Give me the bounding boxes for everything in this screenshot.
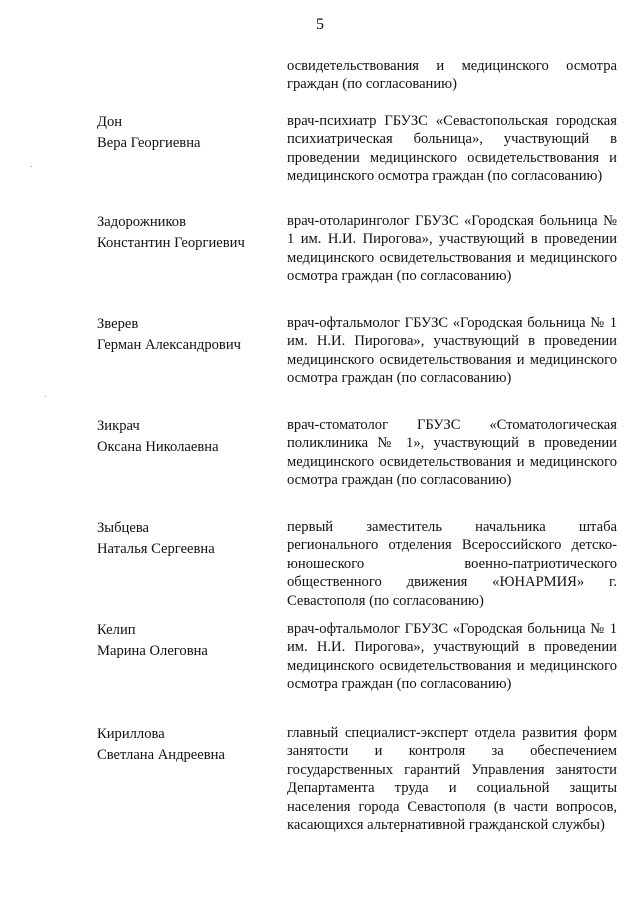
member-surname: Задорожников [97, 214, 186, 230]
page-number: 5 [316, 16, 324, 33]
member-name [97, 314, 277, 355]
member-role: главный специалист-эксперт отдела развития форм занятости и контроля за обеспечением государственных гарантий Управления занятости Департамента труда и социальной защиты населения города Севастополя (в части вопросов, касающихся альтернативной гражданской службы) [287, 725, 617, 834]
member-given-names: Константин Георгиевич [97, 234, 245, 251]
member-role: первый заместитель начальника штаба регионального отделения Всероссийского детско-юношеского военно-патриотического общественного движения «ЮНАРМИЯ» г. Севастополя (по согласованию) [287, 519, 617, 609]
member-name [97, 112, 277, 153]
member-given-names: Наталья Сергеевна [97, 540, 215, 557]
member-surname: Келип [97, 622, 136, 638]
continued-role-text: освидетельствования и медицинского осмотра граждан (по согласованию) [287, 58, 617, 93]
member-given-names: Светлана Андреевна [97, 746, 225, 763]
member-name [97, 724, 277, 765]
member-role: врач-отоларинголог ГБУЗС «Городская больница № 1 им. Н.И. Пирогова», участвующий в проведении медицинского освидетельствования и медицинского осмотра граждан (по согласованию) [287, 213, 617, 285]
member-role: врач-стоматолог ГБУЗС «Стоматологическая поликлиника № 1», участвующий в проведении медицинского освидетельствования и медицинского осмотра граждан (по согласованию) [287, 417, 617, 489]
scan-mark: . [44, 389, 47, 400]
member-given-names: Герман Александрович [97, 336, 241, 353]
member-role: врач-офтальмолог ГБУЗС «Городская больница № 1 им. Н.И. Пирогова», участвующий в проведении медицинского освидетельствования и медицинского осмотра граждан (по согласованию) [287, 315, 617, 387]
member-given-names: Вера Георгиевна [97, 134, 201, 151]
member-surname: Кириллова [97, 726, 165, 742]
member-given-names: Марина Олеговна [97, 642, 208, 659]
member-name [97, 518, 277, 559]
member-surname: Дон [97, 114, 123, 130]
member-given-names: Оксана Николаевна [97, 438, 219, 455]
scan-mark: . [30, 159, 33, 170]
member-surname: Зикрач [97, 418, 140, 434]
member-role: врач-офтальмолог ГБУЗС «Городская больница № 1 им. Н.И. Пирогова», участвующий в проведении медицинского освидетельствования и медицинского осмотра граждан (по согласованию) [287, 621, 617, 693]
member-name [97, 416, 277, 457]
member-name [97, 620, 277, 661]
member-surname: Зыбцева [97, 520, 150, 536]
member-name [97, 212, 277, 253]
member-surname: Зверев [97, 316, 139, 332]
member-role: врач-психиатр ГБУЗС «Севастопольская городская психиатрическая больница», участвующий в проведении медицинского освидетельствования и медицинского осмотра граждан (по согласованию) [287, 113, 617, 185]
